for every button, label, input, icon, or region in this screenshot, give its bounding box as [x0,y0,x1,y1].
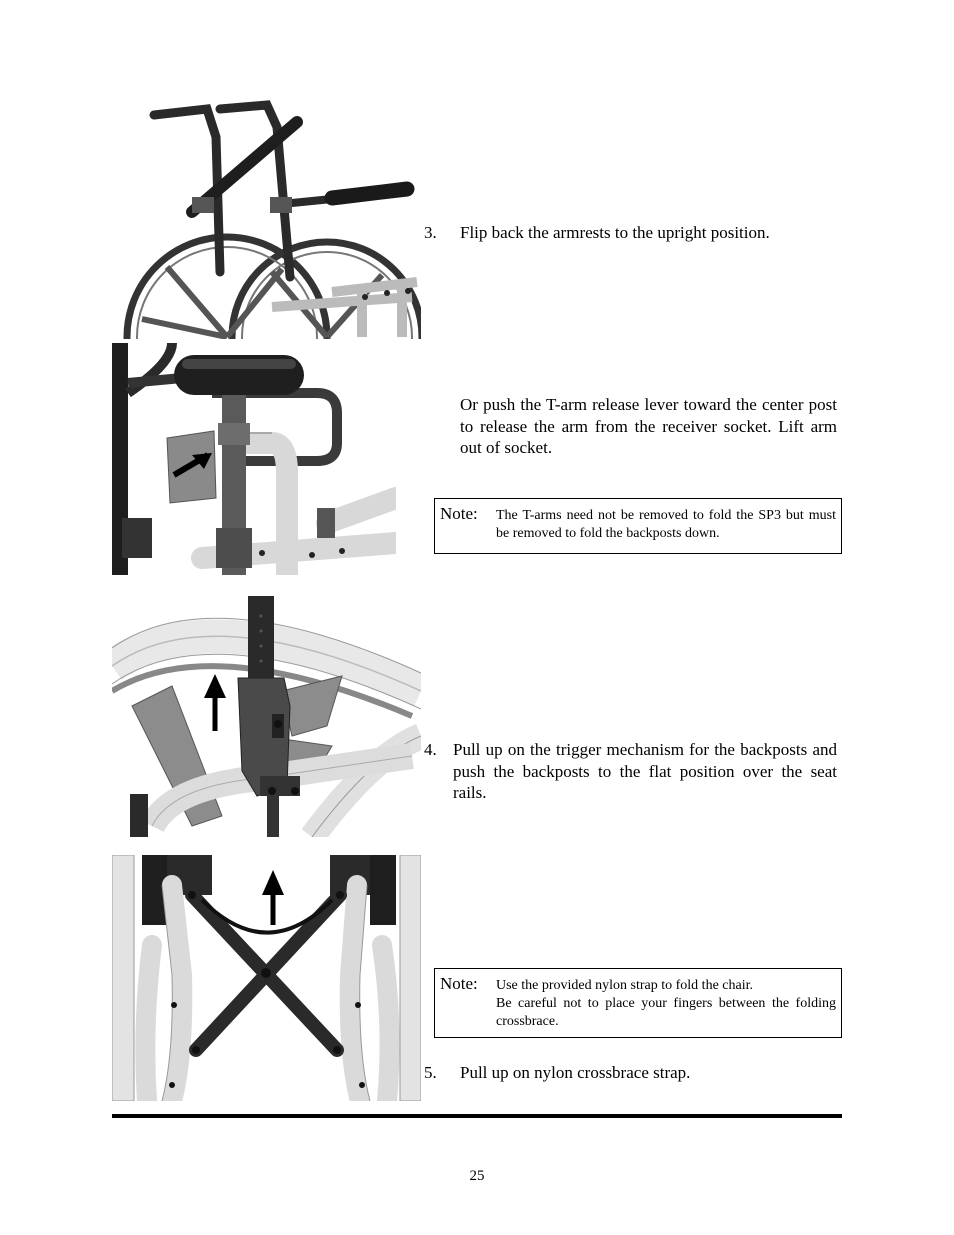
note-text-line-2: Be careful not to place your fingers between the folding crossbrace. [496,996,836,1029]
figure-backpost-trigger [112,596,421,837]
page-number: 25 [469,1168,485,1184]
note-box-1 [434,498,842,554]
step-text: Pull up on nylon crossbrace strap. [460,1063,691,1082]
footer-rule [112,1114,842,1118]
figure-armrest-upright [112,97,421,339]
step-number: 3. [424,223,437,242]
note-text: The T-arms need not be removed to fold the SP3 but must be removed to fold the backposts down. [496,508,836,541]
figure-t-arm-release [112,343,396,575]
step-number: 4. [424,740,437,759]
note-box-2 [434,968,842,1038]
step-number: 5. [424,1063,437,1082]
note-text-line-1: Use the provided nylon strap to fold the chair. [496,978,753,993]
step-text: Pull up on the trigger mechanism for the backposts and push the backposts to the flat position over the seat rails. [453,740,837,802]
alt-instruction-text: Or push the T-arm release lever toward the center post to release the arm from the receiver socket. Lift arm out of socket. [460,395,837,457]
note-label: Note: [440,504,478,523]
step-text: Flip back the armrests to the upright position. [460,223,770,242]
figure-crossbrace-strap [112,855,421,1101]
note-label: Note: [440,974,478,993]
